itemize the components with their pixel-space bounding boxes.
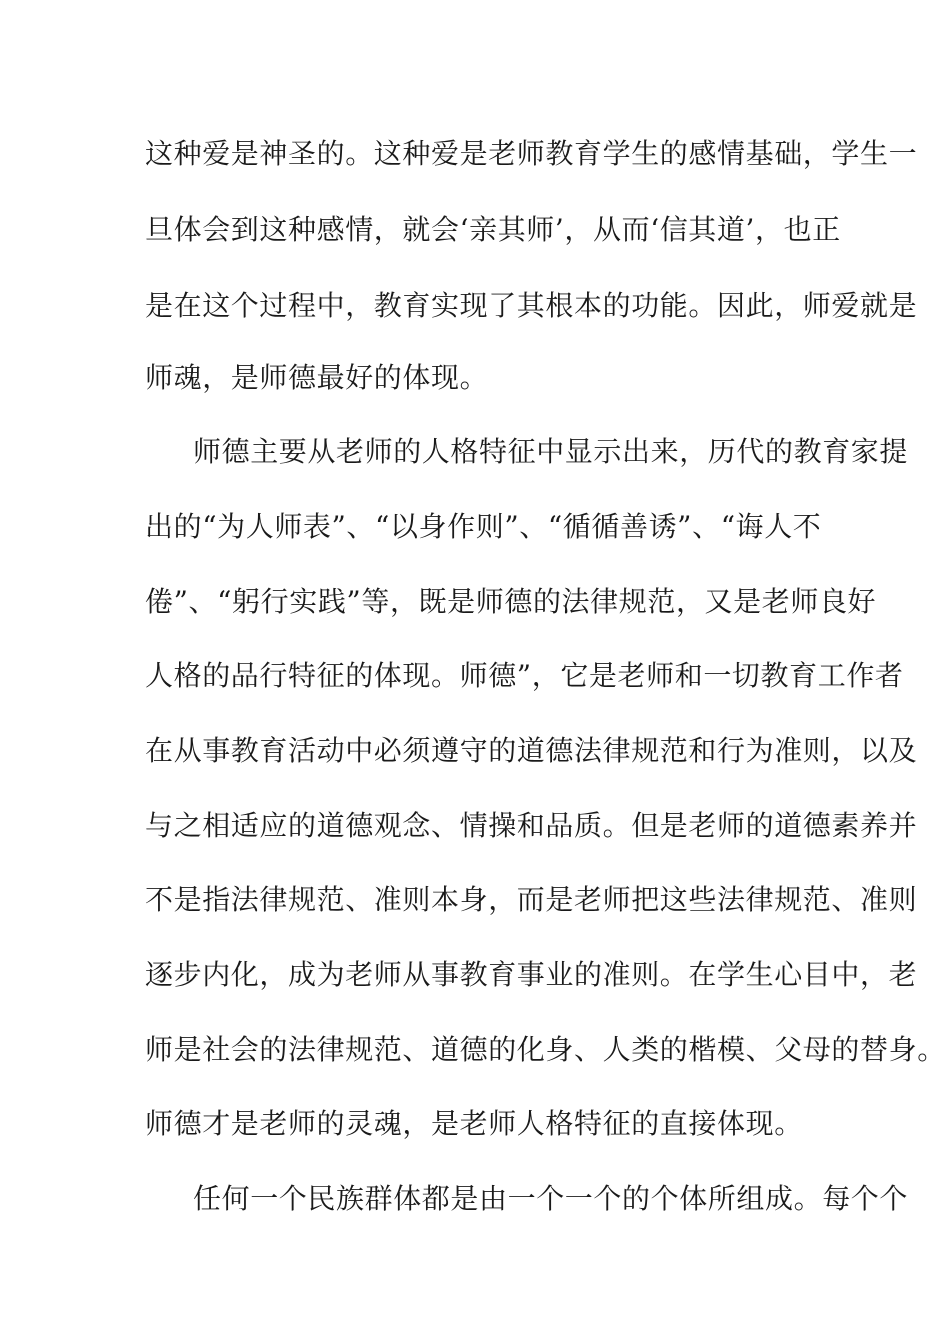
- paragraph-first-line: 师德主要从老师的人格特征中显示出来，历代的教育家提: [193, 435, 909, 468]
- text-line: 师魂，是师德最好的体现。: [145, 361, 489, 394]
- text-line: 人格的品行特征的体现。师德”，它是老师和一切教育工作者: [145, 659, 904, 692]
- text-line: 是在这个过程中，教育实现了其根本的功能。因此，师爱就是: [145, 289, 918, 322]
- text-line: 出的“为人师表”、“以身作则”、“循循善诱”、“诲人不: [145, 510, 822, 543]
- text-line: 与之相适应的道德观念、情操和品质。但是老师的道德素养并: [145, 809, 918, 842]
- text-line: 在从事教育活动中必须遵守的道德法律规范和行为准则，以及: [145, 734, 918, 767]
- text-line: 倦”、“躬行实践”等，既是师德的法律规范，又是老师良好: [145, 585, 877, 618]
- text-line: 这种爱是神圣的。这种爱是老师教育学生的感情基础，学生一: [145, 137, 918, 170]
- text-line: 师是社会的法律规范、道德的化身、人类的楷模、父母的替身。: [145, 1033, 946, 1066]
- text-line: 逐步内化，成为老师从事教育事业的准则。在学生心目中，老: [145, 958, 918, 991]
- text-line: 不是指法律规范、准则本身，而是老师把这些法律规范、准则: [145, 883, 918, 916]
- text-line: 师德才是老师的灵魂，是老师人格特征的直接体现。: [145, 1107, 803, 1140]
- paragraph-first-line: 任何一个民族群体都是由一个一个的个体所组成。每个个: [193, 1182, 909, 1215]
- text-line: 旦体会到这种感情，就会‘亲其师’，从而‘信其道’，也正: [145, 213, 841, 246]
